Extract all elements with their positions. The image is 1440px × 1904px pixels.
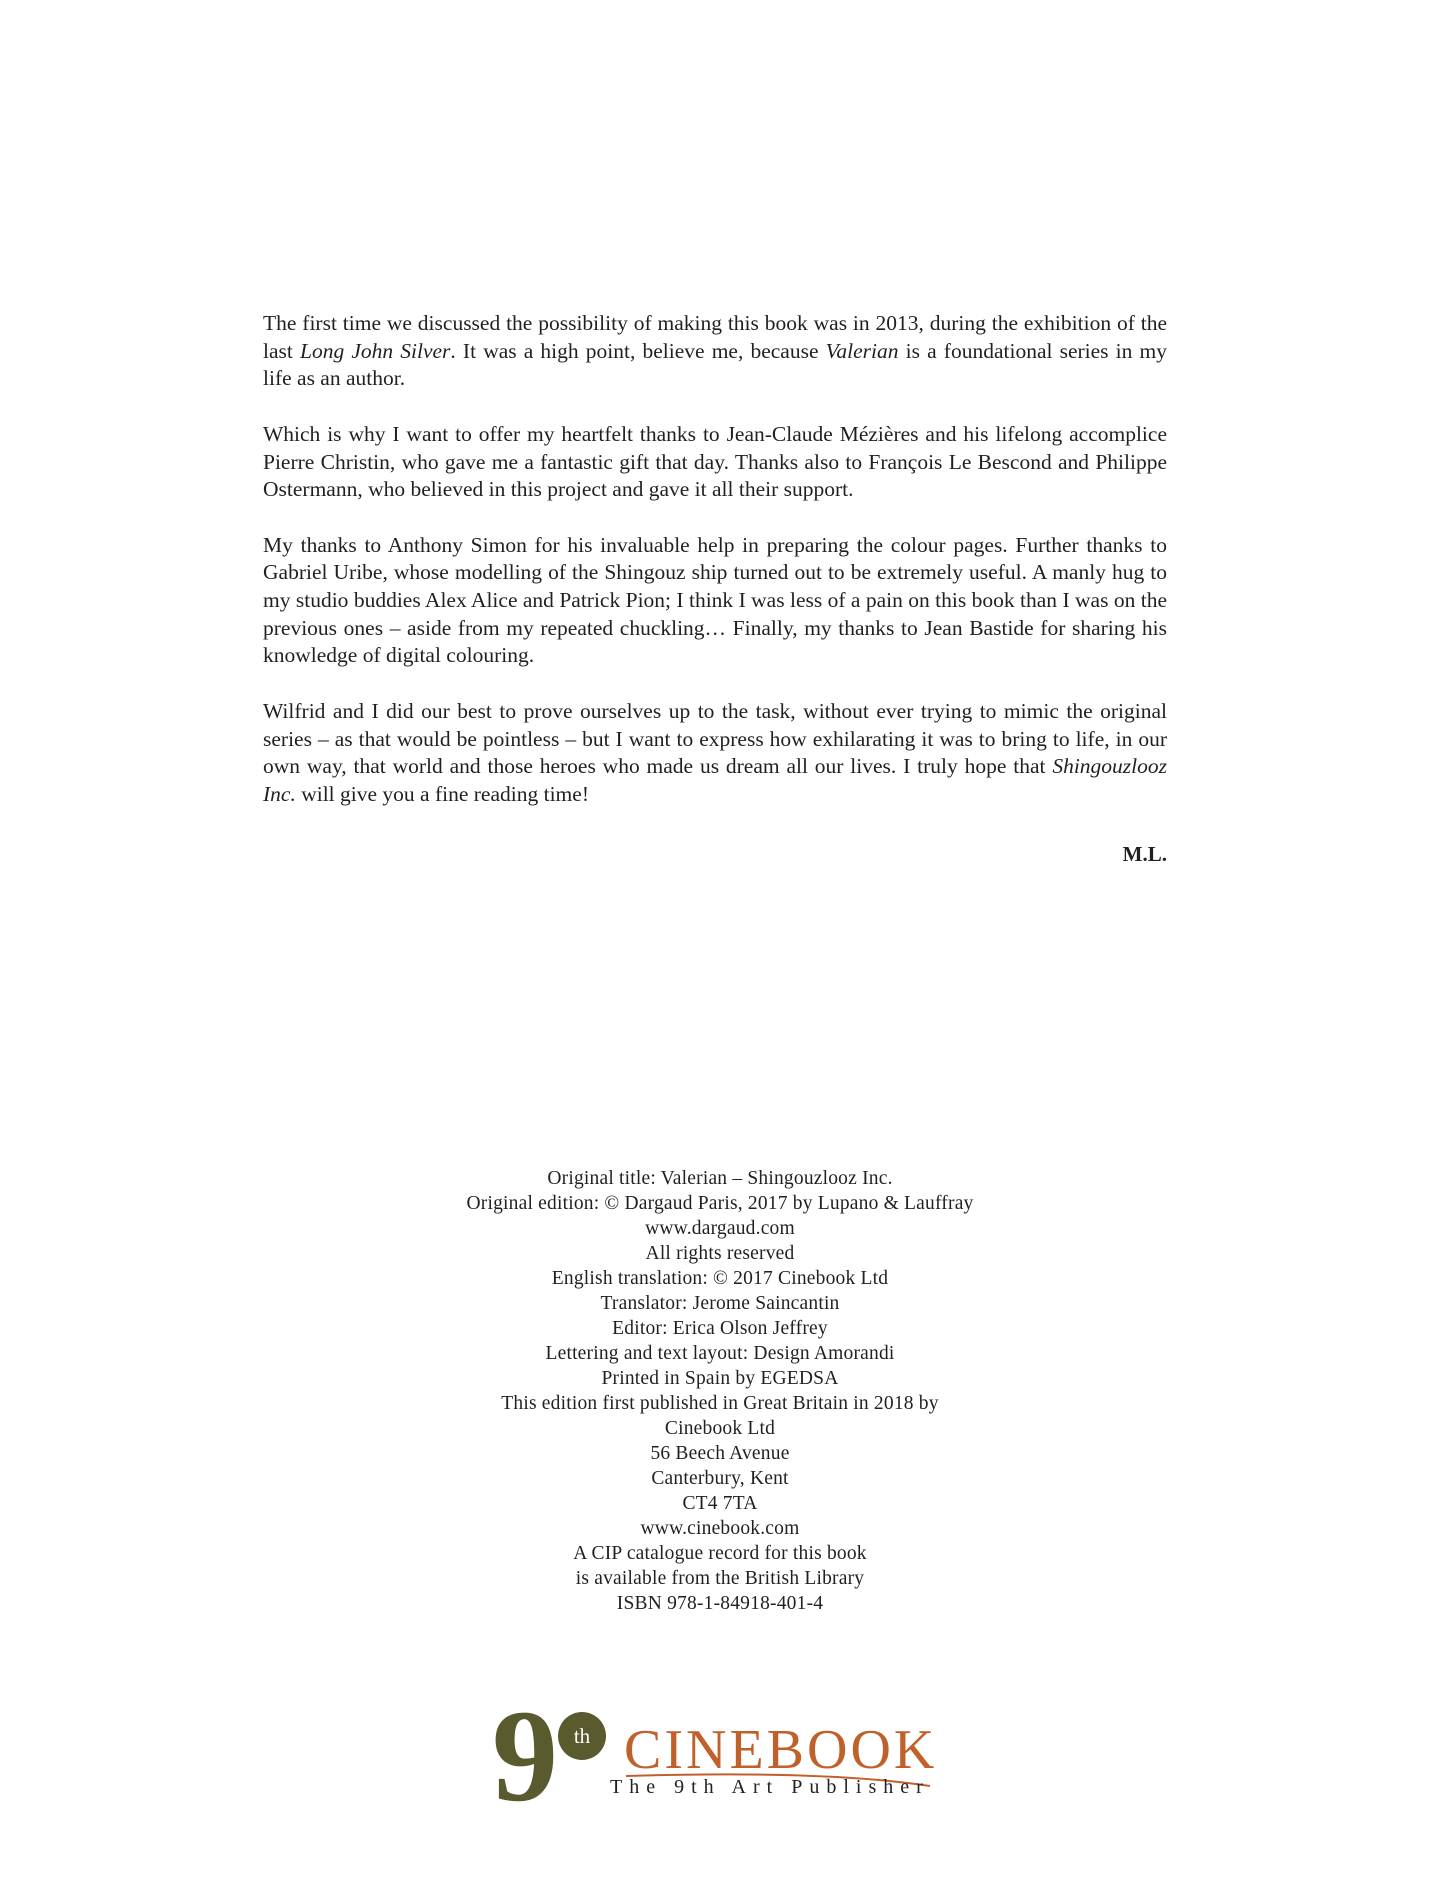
book-title-long-john-silver: Long John Silver bbox=[300, 338, 451, 363]
credit-line: Lettering and text layout: Design Amorandi bbox=[545, 1343, 895, 1364]
paragraph-text: Wilfrid and I did our best to prove ourselves up to the task, without ever trying to mimic the original series – as that would be pointless – but I want to express how exhilarating it was to bring to life, in our own way, that world and those heroes who made us dream all our lives. I truly hope that bbox=[263, 698, 1167, 779]
logo-suffix: th bbox=[573, 1724, 591, 1748]
foreword-paragraph-4 bbox=[263, 698, 1167, 809]
book-title-shingouzlooz: Shingouzlooz Inc. bbox=[263, 754, 1167, 806]
logo-wordmark: CINEBOOK bbox=[624, 1719, 938, 1781]
logo-tagline: The 9th Art Publisher bbox=[610, 1776, 930, 1798]
credit-line: 56 Beech Avenue bbox=[650, 1443, 790, 1464]
credit-line-link: www.cinebook.com bbox=[640, 1518, 800, 1539]
paragraph-text: The first time we discussed the possibility of making this book was in 2013, during the exhibition of the last bbox=[263, 311, 1167, 363]
cinebook-logo bbox=[490, 1700, 950, 1810]
credit-line: Editor: Erica Olson Jeffrey bbox=[612, 1318, 828, 1339]
foreword-paragraph-2: Which is why I want to offer my heartfelt thanks to Jean-Claude Mézières and his lifelong accomplice Pierre Christin, who gave me a fantastic gift that day. Thanks also to François Le Bescond and Philippe Ostermann, who believed in this project and gave it all their support. bbox=[263, 421, 1167, 502]
ninth-art-emblem-icon bbox=[490, 1700, 610, 1810]
credit-line: Original title: Valerian – Shingouzlooz Inc. bbox=[547, 1168, 893, 1189]
credit-line: Printed in Spain by EGEDSA bbox=[601, 1368, 839, 1389]
credit-line: CT4 7TA bbox=[682, 1493, 758, 1514]
foreword-paragraph-1 bbox=[263, 310, 1167, 393]
credit-line: is available from the British Library bbox=[575, 1568, 865, 1589]
credit-line: Original edition: © Dargaud Paris, 2017 by Lupano & Lauffray bbox=[466, 1193, 974, 1214]
credit-line-isbn: ISBN 978-1-84918-401-4 bbox=[616, 1593, 824, 1614]
credit-line-link: www.dargaud.com bbox=[645, 1218, 795, 1239]
credit-line: This edition first published in Great Britain in 2018 by bbox=[501, 1393, 939, 1414]
credit-line: Cinebook Ltd bbox=[664, 1418, 776, 1439]
foreword-text bbox=[263, 310, 1167, 836]
series-title-valerian: Valerian bbox=[825, 338, 899, 363]
publication-credits bbox=[320, 1166, 1120, 1616]
logo-numeral: 9 bbox=[492, 1700, 558, 1810]
paragraph-text: will give you a fine reading time! bbox=[295, 781, 589, 806]
credit-line: English translation: © 2017 Cinebook Ltd bbox=[551, 1268, 889, 1289]
credit-line: Translator: Jerome Saincantin bbox=[600, 1293, 840, 1314]
credit-line: A CIP catalogue record for this book bbox=[573, 1543, 867, 1564]
author-signature: M.L. bbox=[1122, 842, 1167, 866]
paragraph-text: is a foundational series in my life as an author. bbox=[263, 338, 1168, 391]
credit-line: All rights reserved bbox=[645, 1243, 795, 1264]
credit-line: Canterbury, Kent bbox=[651, 1468, 789, 1489]
paragraph-text: . It was a high point, believe me, because bbox=[450, 338, 826, 363]
foreword-paragraph-3: My thanks to Anthony Simon for his invaluable help in preparing the colour pages. Further thanks to Gabriel Uribe, whose modelling of the Shingouz ship turned out to be extremely useful. A manly hug to my studio buddies Alex Alice and Patrick Pion; I think I was less of a pain on this book than I was on the previous ones – aside from my repeated chuckling… Finally, my thanks to Jean Bastide for sharing his knowledge of digital colouring. bbox=[263, 532, 1167, 668]
